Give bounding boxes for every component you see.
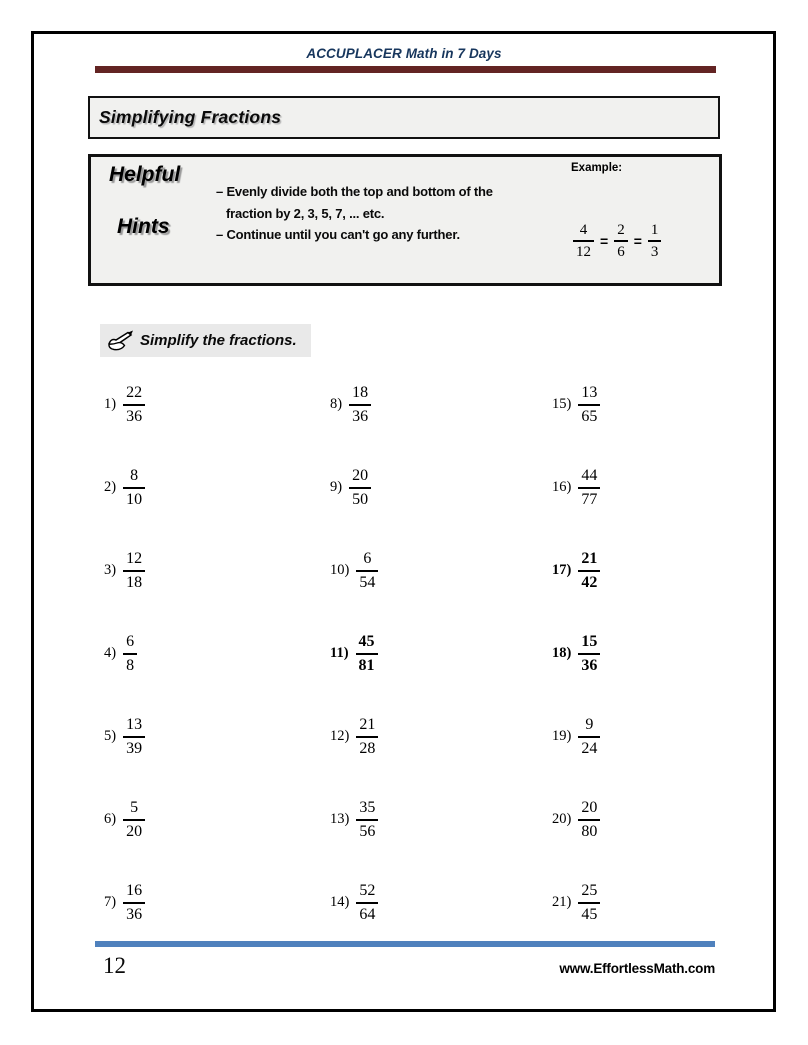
fraction-numerator: 25 <box>578 881 600 903</box>
problem-number: 18) <box>552 645 572 661</box>
fraction <box>578 632 600 674</box>
problem-item <box>552 529 682 612</box>
section-title: Simplifying Fractions <box>99 107 282 127</box>
hint-line-1: – Evenly divide both the top and bottom of the <box>216 184 493 199</box>
fraction-denominator: 8 <box>126 656 135 674</box>
fraction-numerator: 13 <box>578 383 600 405</box>
problem-number: 1) <box>104 396 117 412</box>
hints-text <box>216 181 546 246</box>
fraction-denominator: 36 <box>126 905 143 923</box>
fraction <box>123 466 145 508</box>
problem-item <box>330 612 460 695</box>
fraction-numerator: 21 <box>578 549 600 571</box>
hint-line-2: fraction by 2, 3, 5, 7, ... etc. <box>226 205 385 221</box>
problem-number: 20) <box>552 811 572 827</box>
fraction <box>356 715 378 757</box>
fraction-denominator: 50 <box>352 490 369 508</box>
problem-item <box>104 861 234 944</box>
problem-item <box>104 363 234 446</box>
fraction-numerator: 20 <box>349 466 371 488</box>
problem-number: 14) <box>330 894 350 910</box>
fraction <box>356 881 378 923</box>
writing-hand-icon <box>106 329 138 353</box>
helpful-hints-box <box>88 154 722 286</box>
fraction <box>123 383 145 425</box>
problem-item <box>330 695 460 778</box>
fraction-denominator: 24 <box>581 739 598 757</box>
hints-label-hints: Hints <box>117 215 170 238</box>
fraction <box>614 221 628 261</box>
footer-website: www.EffortlessMath.com <box>559 961 715 976</box>
fraction-numerator: 18 <box>349 383 371 405</box>
fraction-numerator: 6 <box>356 549 378 571</box>
fraction <box>578 549 600 591</box>
fraction <box>349 383 371 425</box>
fraction-numerator: 13 <box>123 715 145 737</box>
problem-number: 21) <box>552 894 572 910</box>
problem-item <box>330 778 460 861</box>
problems-column-1 <box>104 363 234 944</box>
fraction <box>356 632 378 674</box>
problem-item <box>552 612 682 695</box>
problem-number: 15) <box>552 396 572 412</box>
fraction-denominator: 36 <box>126 407 143 425</box>
fraction-numerator: 52 <box>356 881 378 903</box>
fraction <box>356 549 378 591</box>
fraction-denominator: 10 <box>126 490 143 508</box>
fraction <box>578 881 600 923</box>
problem-number: 17) <box>552 562 572 578</box>
fraction-denominator: 80 <box>581 822 598 840</box>
fraction-numerator: 4 <box>573 221 594 242</box>
fraction <box>349 466 371 508</box>
problem-item <box>552 446 682 529</box>
problem-item <box>104 695 234 778</box>
fraction-numerator: 22 <box>123 383 145 405</box>
fraction-numerator: 6 <box>123 632 137 654</box>
problem-number: 3) <box>104 562 117 578</box>
problem-number: 12) <box>330 728 350 744</box>
problems-column-3 <box>552 363 682 944</box>
fraction-denominator: 42 <box>581 573 598 591</box>
fraction-denominator: 64 <box>359 905 376 923</box>
fraction-numerator: 20 <box>578 798 600 820</box>
fraction-denominator: 3 <box>650 244 659 260</box>
problem-item <box>330 446 460 529</box>
problem-item <box>104 446 234 529</box>
hint-line-3: – Continue until you can't go any further. <box>216 227 460 242</box>
footer-rule-bar <box>95 941 715 947</box>
fraction-numerator: 12 <box>123 549 145 571</box>
problem-number: 11) <box>330 645 349 661</box>
fraction-numerator: 16 <box>123 881 145 903</box>
fraction-numerator: 45 <box>356 632 378 654</box>
example-label: Example: <box>571 162 623 174</box>
problem-number: 6) <box>104 811 117 827</box>
problem-item <box>104 612 234 695</box>
fraction <box>123 549 145 591</box>
fraction-denominator: 45 <box>581 905 598 923</box>
problem-number: 7) <box>104 894 117 910</box>
fraction-numerator: 21 <box>356 715 378 737</box>
fraction <box>578 715 600 757</box>
fraction-numerator: 15 <box>578 632 600 654</box>
fraction <box>578 798 600 840</box>
problem-item <box>552 778 682 861</box>
problem-item <box>552 363 682 446</box>
problem-number: 19) <box>552 728 572 744</box>
fraction-denominator: 39 <box>126 739 143 757</box>
problem-number: 10) <box>330 562 350 578</box>
fraction-denominator: 36 <box>352 407 369 425</box>
fraction-denominator: 81 <box>358 656 375 674</box>
fraction-numerator: 1 <box>648 221 662 242</box>
fraction <box>578 466 600 508</box>
fraction <box>123 881 145 923</box>
problem-item <box>104 529 234 612</box>
fraction-denominator: 54 <box>359 573 376 591</box>
fraction-denominator: 20 <box>126 822 143 840</box>
fraction-denominator: 77 <box>581 490 598 508</box>
problem-item <box>330 861 460 944</box>
fraction-numerator: 9 <box>578 715 600 737</box>
fraction-numerator: 2 <box>614 221 628 242</box>
problem-item <box>104 778 234 861</box>
fraction-denominator: 56 <box>359 822 376 840</box>
page-number: 12 <box>103 953 126 978</box>
problem-item <box>552 861 682 944</box>
problem-number: 16) <box>552 479 572 495</box>
problem-number: 9) <box>330 479 343 495</box>
problem-number: 13) <box>330 811 350 827</box>
problem-number: 5) <box>104 728 117 744</box>
fraction <box>123 632 137 674</box>
fraction <box>573 221 594 261</box>
problem-item <box>330 529 460 612</box>
problem-number: 4) <box>104 645 117 661</box>
fraction-denominator: 36 <box>581 656 598 674</box>
fraction-denominator: 12 <box>576 244 591 260</box>
fraction <box>578 383 600 425</box>
example-equation <box>573 221 661 261</box>
problem-item <box>552 695 682 778</box>
equals-sign: = <box>600 233 609 249</box>
fraction-denominator: 18 <box>126 573 143 591</box>
fraction-numerator: 44 <box>578 466 600 488</box>
instruction-banner <box>100 324 311 357</box>
fraction <box>123 715 145 757</box>
header-rule-bar <box>95 66 716 73</box>
fraction <box>356 798 378 840</box>
fraction-numerator: 8 <box>123 466 145 488</box>
problem-number: 2) <box>104 479 117 495</box>
fraction-numerator: 5 <box>123 798 145 820</box>
problem-number: 8) <box>330 396 343 412</box>
fraction-denominator: 65 <box>581 407 598 425</box>
equals-sign: = <box>633 233 642 249</box>
fraction-denominator: 28 <box>359 739 376 757</box>
fraction-numerator: 35 <box>356 798 378 820</box>
problems-column-2 <box>330 363 460 944</box>
book-header-title: ACCUPLACER Math in 7 Days <box>306 46 502 61</box>
fraction-denominator: 6 <box>617 244 625 260</box>
fraction <box>648 221 662 261</box>
section-title-box <box>88 96 720 139</box>
fraction <box>123 798 145 840</box>
hints-label-helpful: Helpful <box>109 163 181 186</box>
instruction-text: Simplify the fractions. <box>140 332 297 349</box>
problem-item <box>330 363 460 446</box>
